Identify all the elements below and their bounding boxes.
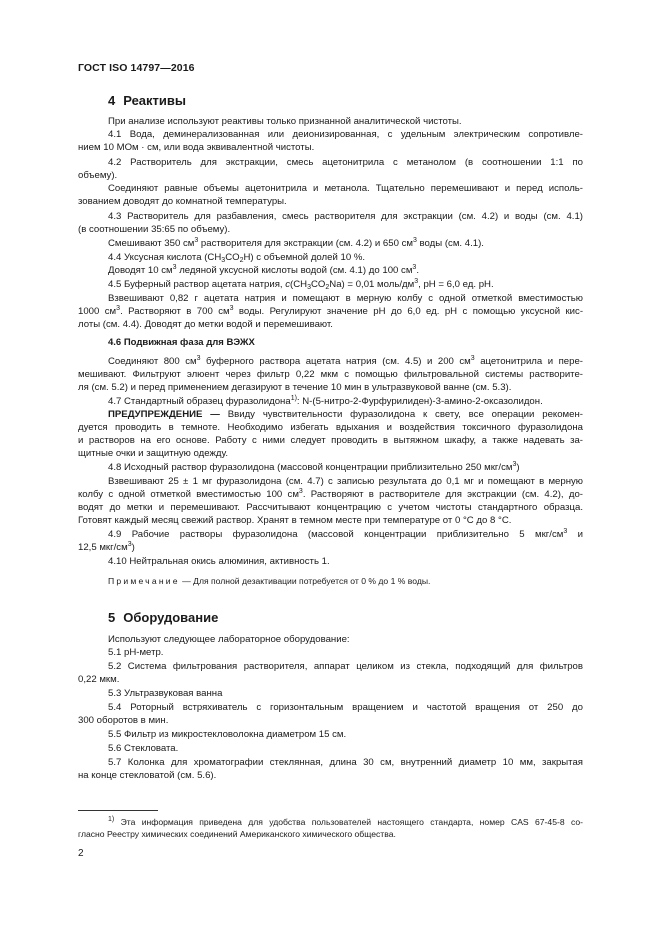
paragraph: 0,22 мкм. — [78, 674, 120, 685]
paragraph: объему). — [78, 170, 118, 181]
paragraph: лоты (см. 4.4). Доводят до метки водой и перемешивают. — [78, 319, 333, 330]
footnote: гласно Реестру химических соединений Американского химического общества. — [78, 829, 396, 839]
section-5-heading — [108, 610, 218, 625]
subsection-heading-4-6: 4.6 Подвижная фаза для ВЭЖХ — [108, 337, 255, 348]
paragraph: и растворов на его основе. Работу с ними следует проводить в вытяжном шкафу, а также надевать за- — [78, 435, 583, 446]
paragraph: 5.6 Стекловата. — [108, 743, 179, 754]
paragraph: 4.4 Уксусная кислота $(CH_3CO_2H)$ с объемной долей 10 %. — [108, 252, 366, 264]
paragraph: мешивают. Фильтруют элюент через фильтр 0,22 мкм с помощью фильтровальной системы растворите- — [78, 369, 583, 380]
paragraph: на конце стекловатой (см. 5.6). — [78, 770, 217, 781]
paragraph: дуется проводить в темноте. Необходимо избегать вдыхания и воздействия токсичного фуразолидона — [78, 422, 583, 433]
paragraph: Взвешивают 25 ± 1 мг фуразолидона (см. 4.7) с записью результата до 0,1 мг и помещают в мерную — [108, 476, 583, 487]
section-4-heading — [108, 93, 186, 108]
paragraph: 4.10 Нейтральная окись алюминия, активность 1. — [108, 556, 330, 567]
paragraph: 5.4 Роторный встряхиватель с горизонтальным вращением и частотой вращения от 250 до — [108, 702, 583, 713]
paragraph: 4.1 Вода, деминерализованная или деионизированная, с удельным электрическим сопротивле- — [108, 129, 583, 140]
paragraph: 5.3 Ультразвуковая ванна — [108, 688, 223, 699]
paragraph: Соединяют равные объемы ацетонитрила и метанола. Тщательно перемешивают и перед исполь- — [108, 183, 583, 194]
section-number: 5 — [108, 610, 116, 625]
paragraph: Соединяют 800 $см^3$ буферного раствора ацетата натрия (см. 4.5) и 200 $см^3$ ацетонитрила и пере- — [108, 355, 584, 367]
running-header: ГОСТ ISO 14797—2016 — [78, 62, 195, 74]
paragraph: Доводят 10 $см^3$ ледяной уксусной кислоты водой (см. 4.1) до 100 $см^3$. — [108, 264, 419, 276]
note: Примечание — Для полной дезактивации потребуется от 0 % до 1 % воды. — [108, 576, 431, 586]
warning-paragraph: ПРЕДУПРЕЖДЕНИЕ — Ввиду чувствительности фуразолидона к свету, все операции рекомен- — [108, 409, 583, 420]
paragraph: Готовят каждый месяц свежий раствор. Хранят в темном месте при температуре от 0 °C до 8 °C. — [78, 515, 512, 526]
paragraph: 4.9 Рабочие растворы фуразолидона (массовой концентрации приблизительно 5 мкг/$см^3$ и — [108, 528, 583, 540]
page-number: 2 — [78, 848, 84, 859]
paragraph: водят до метки и перемешивают. Рассчитывают концентрацию с учетом чистоты стандартного образца. — [78, 502, 583, 513]
paragraph: (в соотношении 35:65 по объему). — [78, 224, 231, 235]
section-title: Оборудование — [123, 610, 219, 625]
paragraph: Используют следующее лабораторное оборудование: — [108, 634, 350, 645]
paragraph: 5.2 Система фильтрования растворителя, аппарат целиком из стекла, подходящий для фильтров — [108, 661, 583, 672]
section-title: Реактивы — [123, 93, 186, 108]
paragraph: 300 оборотов в мин. — [78, 715, 169, 726]
paragraph: 4.2 Растворитель для экстракции, смесь ацетонитрила с метанолом (в соотношении 1:1 по — [108, 157, 583, 168]
paragraph: 12,5 мкг/$см^3$) — [78, 541, 135, 553]
paragraph: 5.5 Фильтр из микростекловолокна диаметром 15 см. — [108, 729, 347, 740]
paragraph: 5.1 pH-метр. — [108, 647, 164, 658]
footnote: $^{1)}$ Эта информация приведена для удобства пользователей настоящего стандарта, номер CAS 67-45-8 со- — [108, 816, 583, 827]
paragraph: Взвешивают 0,82 г ацетата натрия и помещают в мерную колбу с одной отметкой вместимостью — [108, 293, 583, 304]
paragraph: зованием доводят до комнатной температуры. — [78, 196, 287, 207]
paragraph: 4.8 Исходный раствор фуразолидона (массовой концентрации приблизительно 250 мкг/$см^3$) — [108, 461, 520, 473]
section-number: 4 — [108, 93, 116, 108]
paragraph: 1000 $см^3$. Растворяют в 700 $см^3$ воды. Регулируют значение pH до 6,0 ед. pH с помощью уксусной кис- — [78, 305, 584, 317]
paragraph: 4.5 Буферный раствор ацетата натрия, $c(CH_3CO_2Na) = 0,01$ моль/$дм^3$, pH = 6,0 ед. pH. — [108, 278, 494, 291]
paragraph: Смешивают 350 $см^3$ растворителя для экстракции (см. 4.2) и 650 $см^3$ воды (см. 4.1). — [108, 237, 484, 249]
paragraph: нием 10 МОм · см, или вода эквивалентной чистоты. — [78, 142, 315, 153]
paragraph: 4.7 Стандартный образец фуразолидона$^{1)}$: N-(5-нитро-2-Фурфурилиден)-3-амино-2-оксазолидон. — [108, 395, 543, 407]
footnote-divider — [78, 810, 158, 811]
paragraph: 4.3 Растворитель для разбавления, смесь растворителя для экстракции (см. 4.2) и воды (см. 4.1) — [108, 211, 583, 222]
paragraph: ля (см. 5.2) и перед применением дегазируют в течение 10 мин в ультразвуковой ванне (см. 5.3). — [78, 382, 512, 393]
paragraph: 5.7 Колонка для хроматографии стеклянная, длина 30 см, внутренний диаметр 10 мм, закрытая — [108, 757, 583, 768]
paragraph: щитные очки и защитную одежду. — [78, 448, 229, 459]
paragraph: При анализе используют реактивы только признанной аналитической чистоты. — [108, 116, 462, 127]
paragraph: колбу с одной отметкой вместимостью 100 $см^3$. Растворяют в растворителе для экстракции (см. 4.2), до- — [78, 488, 583, 500]
